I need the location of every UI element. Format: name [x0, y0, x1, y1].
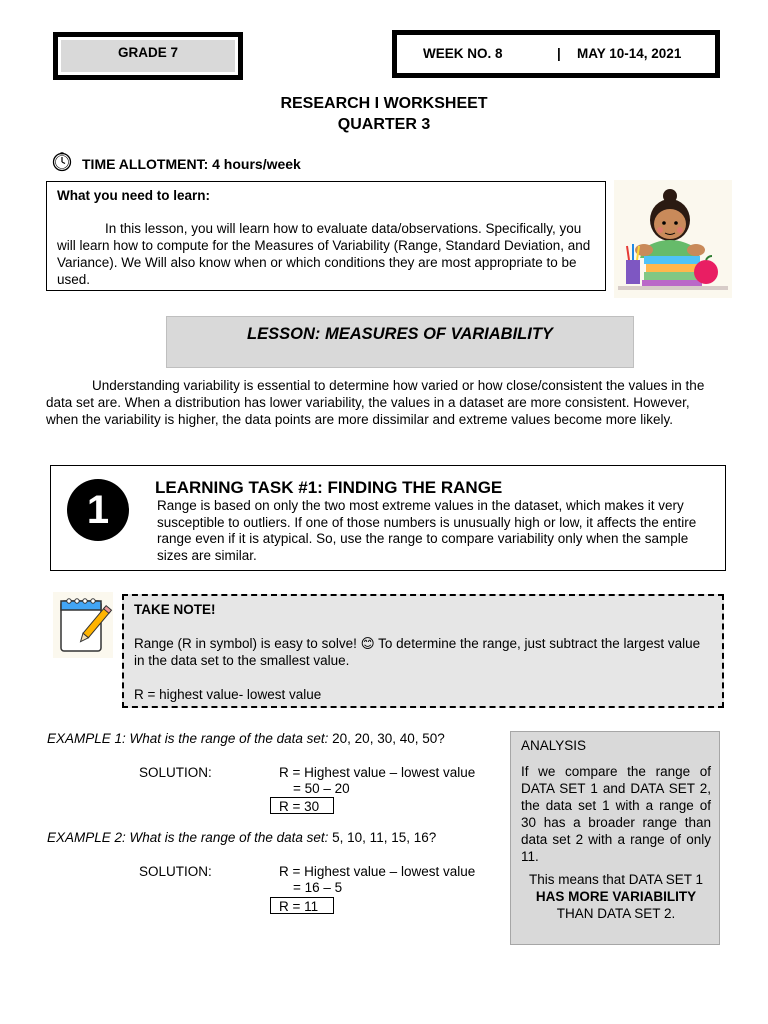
- example2-step1: R = Highest value – lowest value: [279, 864, 476, 879]
- notepad-pencil-icon: [53, 592, 113, 658]
- example2-data: 5, 10, 11, 15, 16?: [328, 830, 437, 845]
- task-number-badge: 1: [67, 479, 129, 541]
- take-note-heading: TAKE NOTE!: [134, 602, 216, 617]
- example2-answer: R = 11: [270, 897, 334, 914]
- lesson-title: LESSON: MEASURES OF VARIABILITY: [247, 325, 553, 343]
- analysis-box: [510, 731, 720, 945]
- grade-label: GRADE 7: [61, 40, 235, 72]
- learn-box: [46, 181, 606, 291]
- analysis-conclusion: [517, 871, 715, 922]
- learn-text: In this lesson, you will learn how to evaluate data/observations. Specifically, you will learn how to compute for the Measures of Variability (Range, Standard Deviation, and Variance). We Will also know when or which conditions they are most appropriate to be used.: [57, 221, 591, 287]
- week-box: [392, 30, 720, 78]
- example2-solution-label: SOLUTION:: [139, 864, 212, 879]
- example1-solution-label: SOLUTION:: [139, 765, 212, 780]
- learning-task-box: [50, 465, 726, 571]
- example2-question: [47, 830, 436, 845]
- take-note-box: [122, 594, 724, 708]
- example1-answer: R = 30: [270, 797, 334, 814]
- range-formula: R = highest value- lowest value: [134, 687, 322, 702]
- analysis-heading: ANALYSIS: [521, 738, 587, 753]
- example2-prompt: EXAMPLE 2: What is the range of the data set:: [47, 830, 329, 845]
- task-text: Range is based on only the two most extreme values in the dataset, which makes it very susceptible to outliers. If one of those numbers is unusually high or low, it affects the entire range even if it is atypical. So, use the range to compare variability only when the sample sizes are similar.: [157, 498, 697, 563]
- example1-step2: = 50 – 20: [293, 781, 350, 796]
- week-label: WEEK NO. 8: [423, 46, 503, 61]
- lesson-box: [166, 316, 634, 368]
- example2-step2: = 16 – 5: [293, 880, 343, 895]
- header-separator: |: [557, 46, 561, 61]
- student-illustration: [614, 180, 732, 298]
- example1-data: 20, 20, 30, 40, 50?: [328, 731, 445, 746]
- analysis-conclusion-pre: This means that DATA SET 1: [528, 872, 704, 887]
- quarter-title: QUARTER 3: [337, 116, 431, 133]
- analysis-conclusion-bold: HAS MORE VARIABILITY: [535, 889, 697, 904]
- intro-paragraph: Understanding variability is essential to determine how varied or how close/consistent the values in the data set are. When a distribution has lower variability, the values in a dataset are more consistent. However, when the variability is higher, the data points are more dissimilar and extreme values become more likely.: [46, 378, 705, 427]
- worksheet-title: RESEARCH I WORKSHEET: [280, 95, 488, 112]
- date-label: MAY 10-14, 2021: [577, 46, 682, 61]
- time-allotment: TIME ALLOTMENT: 4 hours/week: [82, 156, 301, 172]
- take-note-text: Range (R in symbol) is easy to solve! 😊 To determine the range, just subtract the largest value in the data set to the smallest value.: [134, 636, 701, 668]
- example1-prompt: EXAMPLE 1: What is the range of the data set:: [47, 731, 329, 746]
- analysis-conclusion-post: THAN DATA SET 2.: [556, 906, 676, 921]
- task-title: LEARNING TASK #1: FINDING THE RANGE: [155, 478, 503, 497]
- grade-box: [53, 32, 243, 80]
- analysis-text: If we compare the range of DATA SET 1 and DATA SET 2, the data set 1 with a range of 30 has a broader range than data set 2 with a range of only 11.: [521, 764, 711, 864]
- clock-icon: [52, 152, 72, 172]
- learn-heading: What you need to learn:: [57, 188, 211, 203]
- example1-step1: R = Highest value – lowest value: [279, 765, 476, 780]
- example1-question: [47, 731, 445, 746]
